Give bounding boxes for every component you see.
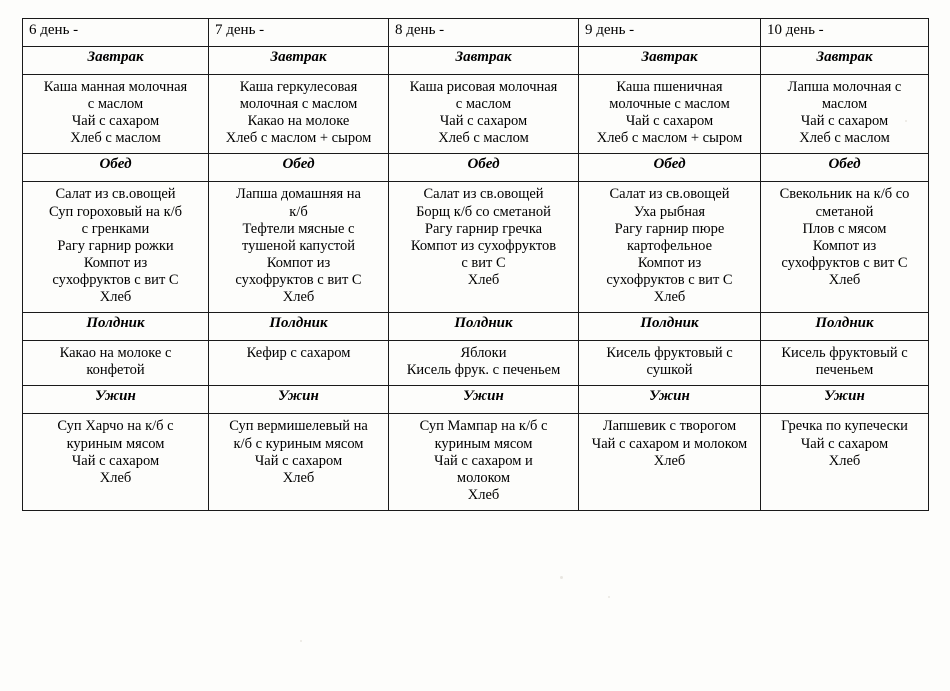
table-row-dinner-items bbox=[23, 414, 929, 511]
table-row-snack-items bbox=[23, 341, 929, 386]
meal-items-dinner-5 bbox=[761, 414, 929, 511]
meal-title-snack-1: Полдник bbox=[23, 313, 209, 341]
menu-item: Компот из сухофруктов bbox=[410, 237, 557, 254]
menu-item: Чай с сахаром bbox=[71, 452, 160, 469]
menu-item: Суп Мампар на к/б с bbox=[419, 418, 548, 435]
menu-item: Чай с сахаром bbox=[800, 435, 889, 452]
meal-title-breakfast-4: Завтрак bbox=[579, 47, 761, 75]
menu-item: Хлеб с маслом bbox=[70, 130, 161, 147]
menu-item: Хлеб с маслом bbox=[799, 130, 890, 147]
menu-item: Компот из bbox=[812, 237, 877, 254]
menu-item: Хлеб bbox=[467, 271, 500, 288]
menu-item: Хлеб с маслом bbox=[438, 130, 529, 147]
menu-item: с маслом bbox=[87, 96, 144, 113]
menu-item: Чай с сахаром bbox=[625, 113, 714, 130]
menu-item: Компот из bbox=[637, 254, 702, 271]
meal-title-lunch-4: Обед bbox=[579, 154, 761, 182]
meal-items-dinner-4 bbox=[579, 414, 761, 511]
meal-items-dinner-1 bbox=[23, 414, 209, 511]
menu-item: Хлеб bbox=[828, 452, 861, 469]
meal-title-breakfast-3: Завтрак bbox=[389, 47, 579, 75]
table-row-snack-title bbox=[23, 313, 929, 341]
menu-item: маслом bbox=[821, 96, 868, 113]
meal-items-breakfast-1 bbox=[23, 75, 209, 154]
menu-item: Яблоки bbox=[460, 345, 507, 362]
menu-item: Какао на молоке с bbox=[59, 345, 172, 362]
meal-title-snack-4: Полдник bbox=[579, 313, 761, 341]
menu-item: молочная с маслом bbox=[239, 96, 358, 113]
meal-title-breakfast-2: Завтрак bbox=[209, 47, 389, 75]
table-row-dinner-title bbox=[23, 386, 929, 414]
menu-item: Лапша домашняя на bbox=[235, 186, 361, 203]
meal-items-breakfast-3 bbox=[389, 75, 579, 154]
meal-items-lunch-4 bbox=[579, 182, 761, 313]
day-header-3: 8 день - bbox=[389, 19, 579, 47]
menu-item: сметаной bbox=[815, 203, 874, 220]
menu-item: молочные с маслом bbox=[609, 96, 730, 113]
menu-item: Рагу гарнир гречка bbox=[424, 220, 543, 237]
menu-item: Лапшевик с творогом bbox=[602, 418, 737, 435]
menu-item: Борщ к/б со сметаной bbox=[416, 203, 551, 220]
meal-items-dinner-3 bbox=[389, 414, 579, 511]
menu-item: Салат из св.овощей bbox=[423, 186, 544, 203]
menu-item: Хлеб bbox=[828, 271, 861, 288]
meal-items-lunch-3 bbox=[389, 182, 579, 313]
meal-title-snack-3: Полдник bbox=[389, 313, 579, 341]
meal-title-breakfast-1: Завтрак bbox=[23, 47, 209, 75]
meal-items-breakfast-2 bbox=[209, 75, 389, 154]
meal-title-dinner-4: Ужин bbox=[579, 386, 761, 414]
meal-title-dinner-2: Ужин bbox=[209, 386, 389, 414]
menu-item: Лапша молочная с bbox=[787, 79, 902, 95]
meal-title-dinner-1: Ужин bbox=[23, 386, 209, 414]
day-header-5: 10 день - bbox=[761, 19, 929, 47]
menu-item: Каша пшеничная bbox=[616, 79, 723, 95]
meal-title-snack-2: Полдник bbox=[209, 313, 389, 341]
menu-item: Суп вермишелевый на bbox=[229, 418, 368, 435]
menu-item: Рагу гарнир пюре bbox=[614, 220, 725, 237]
meal-items-snack-3 bbox=[389, 341, 579, 386]
menu-item: Чай с сахаром bbox=[254, 452, 343, 469]
menu-item: к/б bbox=[289, 203, 308, 220]
meal-title-dinner-3: Ужин bbox=[389, 386, 579, 414]
menu-item: Суп Харчо на к/б с bbox=[57, 418, 174, 435]
menu-item: Свекольник на к/б со bbox=[779, 186, 910, 203]
menu-item: Кисель фрук. с печеньем bbox=[406, 362, 561, 379]
menu-item: Каша рисовая молочная bbox=[409, 79, 558, 95]
menu-item: Каша манная молочная bbox=[43, 79, 188, 95]
meal-title-snack-5: Полдник bbox=[761, 313, 929, 341]
scan-speck bbox=[905, 120, 907, 122]
menu-item: Хлеб bbox=[99, 469, 132, 486]
menu-item: сухофруктов с вит С bbox=[235, 271, 362, 288]
menu-item: конфетой bbox=[86, 362, 145, 379]
menu-item: Хлеб bbox=[282, 469, 315, 486]
meal-items-snack-1 bbox=[23, 341, 209, 386]
table-row-breakfast-title bbox=[23, 47, 929, 75]
menu-item: Уха рыбная bbox=[633, 203, 706, 220]
menu-item: Чай с сахаром и молоком bbox=[591, 435, 748, 452]
menu-item: сухофруктов с вит С bbox=[606, 271, 733, 288]
menu-item: Салат из св.овощей bbox=[609, 186, 730, 203]
menu-table bbox=[22, 18, 929, 511]
menu-item: куриным мясом bbox=[434, 435, 533, 452]
menu-item: Кисель фруктовый с bbox=[781, 345, 908, 362]
menu-item: Компот из bbox=[83, 254, 148, 271]
meal-items-snack-4 bbox=[579, 341, 761, 386]
menu-item: Хлеб с маслом + сыром bbox=[596, 130, 743, 147]
table-row-day-headers bbox=[23, 19, 929, 47]
menu-item: Какао на молоке bbox=[247, 113, 350, 130]
menu-item: с маслом bbox=[455, 96, 512, 113]
menu-item: Салат из св.овощей bbox=[55, 186, 176, 203]
menu-item: Хлеб bbox=[99, 289, 132, 306]
table-row-lunch-items bbox=[23, 182, 929, 313]
menu-item: Компот из bbox=[266, 254, 331, 271]
menu-item: Каша геркулесовая bbox=[239, 79, 358, 95]
menu-item: Хлеб bbox=[653, 289, 686, 306]
meal-items-snack-5 bbox=[761, 341, 929, 386]
table-row-lunch-title bbox=[23, 154, 929, 182]
menu-item: Кефир с сахаром bbox=[246, 345, 351, 362]
meal-items-dinner-2 bbox=[209, 414, 389, 511]
menu-item: тушеной капустой bbox=[241, 237, 356, 254]
menu-item: сушкой bbox=[646, 362, 693, 379]
menu-item: Чай с сахаром bbox=[800, 113, 889, 130]
menu-item: Хлеб bbox=[653, 452, 686, 469]
meal-items-lunch-5 bbox=[761, 182, 929, 313]
scan-speck bbox=[608, 596, 610, 598]
menu-item: Рагу гарнир рожки bbox=[57, 237, 174, 254]
menu-item: к/б с куриным мясом bbox=[233, 435, 364, 452]
menu-item: Чай с сахаром bbox=[439, 113, 528, 130]
menu-item: Суп гороховый на к/б bbox=[48, 203, 183, 220]
menu-item: куриным мясом bbox=[66, 435, 165, 452]
meal-items-breakfast-5 bbox=[761, 75, 929, 154]
meal-title-lunch-1: Обед bbox=[23, 154, 209, 182]
meal-title-breakfast-5: Завтрак bbox=[761, 47, 929, 75]
meal-items-lunch-2 bbox=[209, 182, 389, 313]
day-header-4: 9 день - bbox=[579, 19, 761, 47]
meal-items-breakfast-4 bbox=[579, 75, 761, 154]
meal-items-snack-2 bbox=[209, 341, 389, 386]
meal-title-lunch-5: Обед bbox=[761, 154, 929, 182]
menu-item: Хлеб bbox=[467, 486, 500, 503]
scan-speck bbox=[300, 640, 302, 642]
menu-item: сухофруктов с вит С bbox=[52, 271, 179, 288]
menu-item: Чай с сахаром bbox=[71, 113, 160, 130]
table-row-breakfast-items bbox=[23, 75, 929, 154]
menu-item: Чай с сахаром и bbox=[434, 452, 533, 469]
menu-item: с гренками bbox=[81, 220, 150, 237]
menu-item: Хлеб с маслом + сыром bbox=[225, 130, 372, 147]
menu-item: печеньем bbox=[815, 362, 874, 379]
menu-item: Кисель фруктовый с bbox=[606, 345, 733, 362]
menu-item: Хлеб bbox=[282, 289, 315, 306]
day-header-2: 7 день - bbox=[209, 19, 389, 47]
scan-speck bbox=[560, 576, 563, 579]
menu-item: Гречка по купечески bbox=[781, 418, 908, 435]
menu-item: картофельное bbox=[626, 237, 713, 254]
meal-title-lunch-2: Обед bbox=[209, 154, 389, 182]
meal-title-lunch-3: Обед bbox=[389, 154, 579, 182]
menu-item: с вит С bbox=[461, 254, 506, 271]
meal-title-dinner-5: Ужин bbox=[761, 386, 929, 414]
menu-item: молоком bbox=[456, 469, 511, 486]
menu-item: сухофруктов с вит С bbox=[781, 254, 908, 271]
menu-item: Тефтели мясные с bbox=[242, 220, 355, 237]
day-header-1: 6 день - bbox=[23, 19, 209, 47]
menu-item: Плов с мясом bbox=[802, 220, 887, 237]
meal-items-lunch-1 bbox=[23, 182, 209, 313]
